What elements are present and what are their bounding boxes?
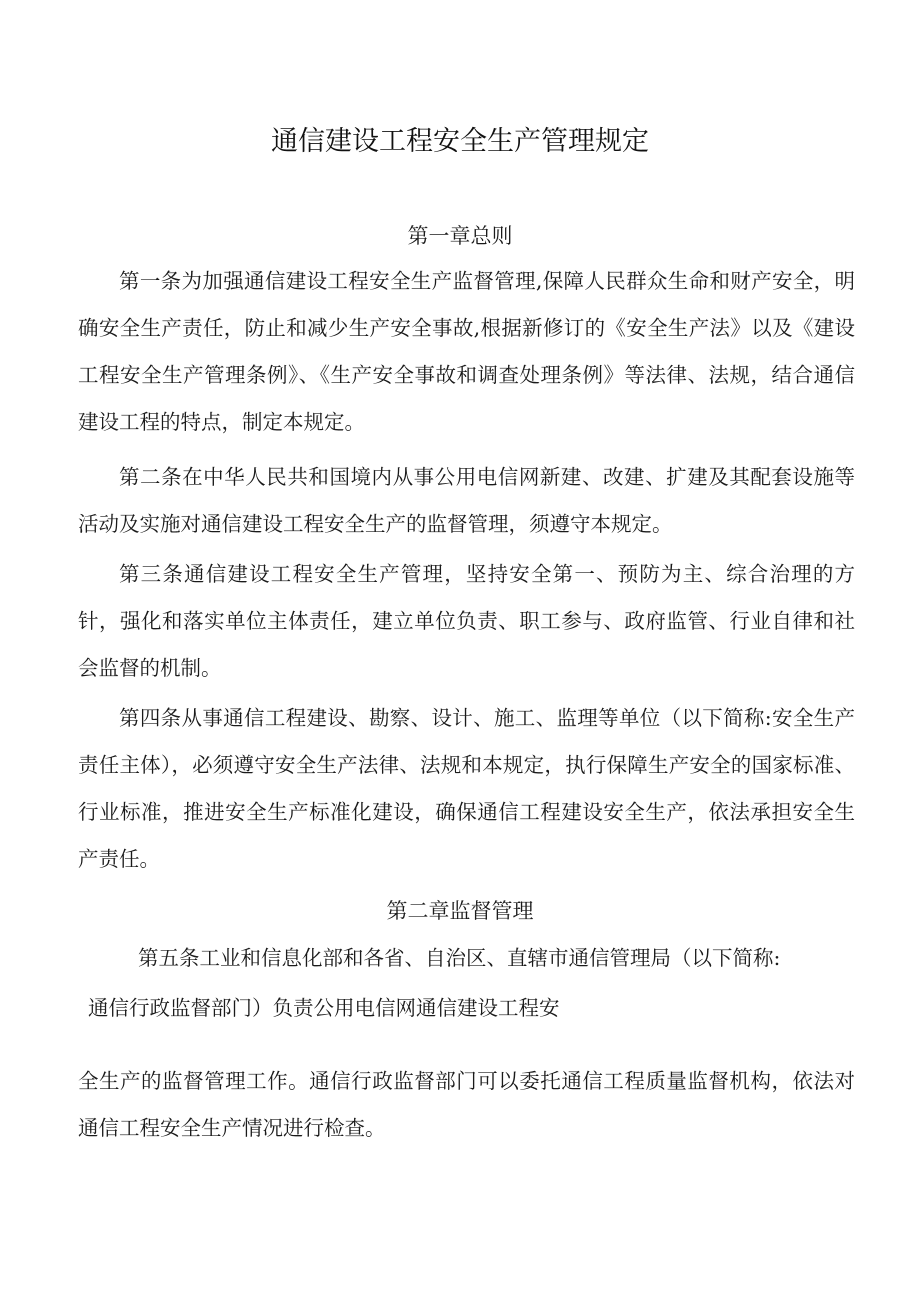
article-5-line-2: 通信行政监督部门）负责公用电信网通信建设工程安 <box>88 996 560 1020</box>
article-3: 第三条通信建设工程安全生产管理，坚持安全第一、预防为主、综合治理的方针，强化和落实单位主体责任，建立单位负责、职工参与、政府监管、行业自律和社会监督的机制。 <box>78 562 855 680</box>
chapter-2-heading: 第二章监督管理 <box>386 899 534 923</box>
article-5-line-1: 第五条工业和信息化部和各省、自治区、直辖市通信管理局（以下简称: <box>138 946 781 970</box>
article-1: 第一条为加强通信建设工程安全生产监督管理,保障人民群众生命和财产安全，明确安全生产责任，防止和减少生产安全事故,根据新修订的《安全生产法》以及《建设工程安全生产管理条例》、《生产安全事故和调查处理条例》等法律、法规，结合通信建设工程的特点，制定本规定。 <box>78 269 855 434</box>
article-2: 第二条在中华人民共和国境内从事公用电信网新建、改建、扩建及其配套设施等活动及实施对通信建设工程安全生产的监督管理，须遵守本规定。 <box>78 465 855 536</box>
document-title: 通信建设工程安全生产管理规定 <box>271 126 649 157</box>
chapter-1-heading: 第一章总则 <box>407 224 513 248</box>
article-4: 第四条从事通信工程建设、勘察、设计、施工、监理等单位（以下简称:安全生产责任主体），必须遵守安全生产法律、法规和本规定，执行保障生产安全的国家标准、行业标准，推进安全生产标准化建设，确保通信工程建设安全生产，依法承担安全生产责任。 <box>78 706 855 871</box>
article-5-continuation: 全生产的监督管理工作。通信行政监督部门可以委托通信工程质量监督机构，依法对通信工程安全生产情况进行检查。 <box>78 1069 855 1140</box>
